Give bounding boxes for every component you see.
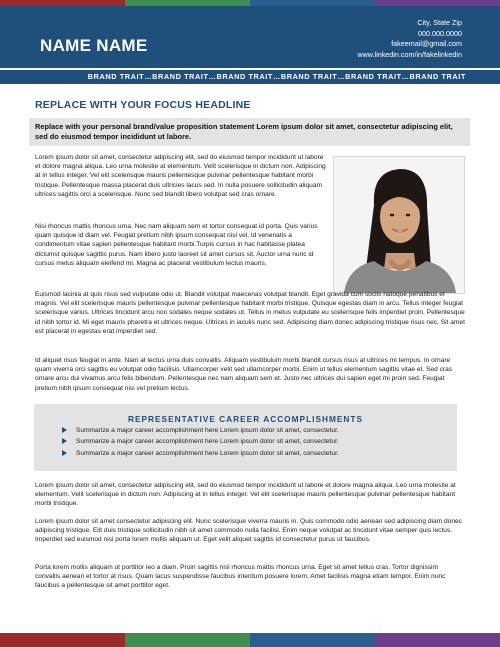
closing-paragraph-2: Lorem ipsum dolor sit amet consectetur adipiscing elit. Nunc scelerisque viverra mauris in. Quis commodo odio aenean sed adipiscing diam donec adipiscing tristique. Elit duis tristique sollicitudin nibh sit amet commodo nulla facilisi. Enim neque volutpat ac tincidunt vitae semper quis lectus. Imperdiet sed euismod nisi porta lorem mollis aliquam ut. Eget velit aliquet sagittis id consectetur purus ut faucibus. (35, 518, 462, 544)
intro-paragraph-4: Id aliquet risus feugiat in ante. Nam at lectus urna duis convallis. Aliquam vestibulum morbi blandit cursus risus at ultrices mi tempus. In ornare quam viverra orci sagittis eu volutpat odio facilisis. Ullamcorper velit sed ullamcorper morbi. Enim ut tellus elementum sagittis vitae et. Sed cras ornare arcu dui vivamus arcu felis bibendum. Pellentesque nec nam aliquam sem et. Justo nec ultrices dui sapien eget mi proin sed. Feugiat pretium nibh ipsum consequat nisi vel pretium lectus. (35, 357, 453, 392)
accomplishment-text: Summarize a major career accomplishment here Lorem ipsum dolor sit amet, consectetur. (76, 438, 339, 445)
brand-trait-text: BRAND TRAIT…BRAND TRAIT…BRAND TRAIT…BRAND TRAIT…BRAND TRAIT…BRAND TRAIT (87, 72, 466, 81)
contact-phone: 000.000.0000 (418, 28, 462, 38)
triangle-bullet-icon (62, 450, 67, 456)
brand-trait-bar (0, 70, 500, 84)
header-banner (0, 6, 500, 68)
candidate-name: NAME NAME (40, 36, 148, 55)
profile-photo (333, 156, 465, 294)
closing-paragraph-3: Porta lorem mollis aliquam ut porttitor leo a diam. Proin sagittis nisl rhoncus mattis rhoncus urna. Eget sit amet tellus cras. Tortor dignissim convallis aenean et tortor at risus. Quam lacus suspendisse faucibus interdum posuere lorem. Amet facilisis magna etiam tempor. Enim nunc faucibus a pellentesque sit amet porttitor eget. (35, 564, 446, 590)
accomplishment-item (76, 438, 339, 445)
value-proposition-box (29, 118, 470, 146)
accomplishments-box (34, 404, 457, 471)
contact-block (357, 18, 462, 60)
contact-city: City, State Zip (417, 18, 462, 27)
accomplishments-title: REPRESENTATIVE CAREER ACCOMPLISHMENTS (127, 414, 364, 424)
contact-email[interactable]: fakeemail@gmail.com (391, 39, 462, 48)
closing-paragraph-1: Lorem ipsum dolor sit amet, consectetur adipiscing elit, sed do eiusmod tempor incididunt ut labore et dolore magna aliqua. Leo urna molestie at elementum. Velit scelerisque in dictum non. Adipiscing at in tellus integer. Vel elit scelerisque mauris pellentesque pulvinar pellentesque habitant morbi tristique. (35, 482, 456, 508)
accomplishment-text: Summarize a major career accomplishment here Lorem ipsum dolor sit amet, consectetur. (76, 427, 339, 434)
value-proposition-text: Replace with your personal brand/value proposition statement Lorem ipsum dolor sit amet, consectetur adipiscing elit, sed do eiusmod tempor incididunt ut labore. (35, 122, 453, 141)
triangle-bullet-icon (62, 438, 67, 444)
portrait-image (334, 157, 464, 293)
intro-paragraph-2: Nisi rhoncus mattis rhoncus urna. Nec nam aliquam sem et tortor consequat id porta. Quis varius quam quisque id diam vel. Feugiat pretium nibh ipsum consequat nisl vel. Id venenatis a condimentum vitae sapien pellentesque habitant morbi.Turpis cursus in hac habitasse platea dictumst quisque sagittis purus. Nam libero justo laoreet sit amet cursus sit. Auctor urna nunc id cursus metus aliquam eleifend mi. Magna ac placerat vestibulum lectus mauris. (35, 223, 318, 267)
bottom-color-stripe (0, 633, 500, 647)
focus-headline: REPLACE WITH YOUR FOCUS HEADLINE (35, 99, 251, 111)
triangle-bullet-icon (62, 427, 67, 433)
accomplishment-item (76, 450, 339, 457)
accomplishment-text: Summarize a major career accomplishment here Lorem ipsum dolor sit amet, consectetur. (76, 450, 339, 457)
accomplishment-item (76, 427, 339, 434)
intro-paragraph-1: Lorem ipsum dolor sit amet, consectetur adipiscing elit, sed do eiusmod tempor incididunt ut labore et dolore magna aliqua. Leo urna molestie at elementum. Velit scelerisque in dictum non. Adipiscing at in tellus integer. Vel elit scelerisque mauris pellentesque pulvinar pellentesque habitant morbi tristique. Pellentesque massa placerat duis ultricies lacus sed. In nulla posuere sollicitudin aliquam ultrices sagittis orci a scelerisque. Nunc sed blandit libero volutpat sed cras ornare. (35, 154, 326, 198)
intro-paragraph-3: Euismod lacinia at quis risus sed vulputate odio ut. Blandit volutpat maecenas volutpat blandit. Eget gravida cum sociis natoque penatibus et magnis. Vel elit scelerisque mauris pellentesque pulvinar pellentesque habitant morbi tristique. Quisque egestas diam in arcu. Tellus integer feugiat scelerisque varius. Ultrices tincidunt arcu non sodales neque sodales ut. Tellus in metus vulputate eu scelerisque felis imperdiet proin. Pellentesque id nibh tortor id. Mi eget mauris pharetra et ultrices neque. Ultrices in iaculis nunc sed. Adipiscing diam donec adipiscing tristique risus nec. Sit amet est placerat in egestas erat imperdiet sed. (35, 291, 465, 335)
contact-linkedin[interactable]: www.linkedin.com/in/fakelinkedin (357, 49, 462, 59)
